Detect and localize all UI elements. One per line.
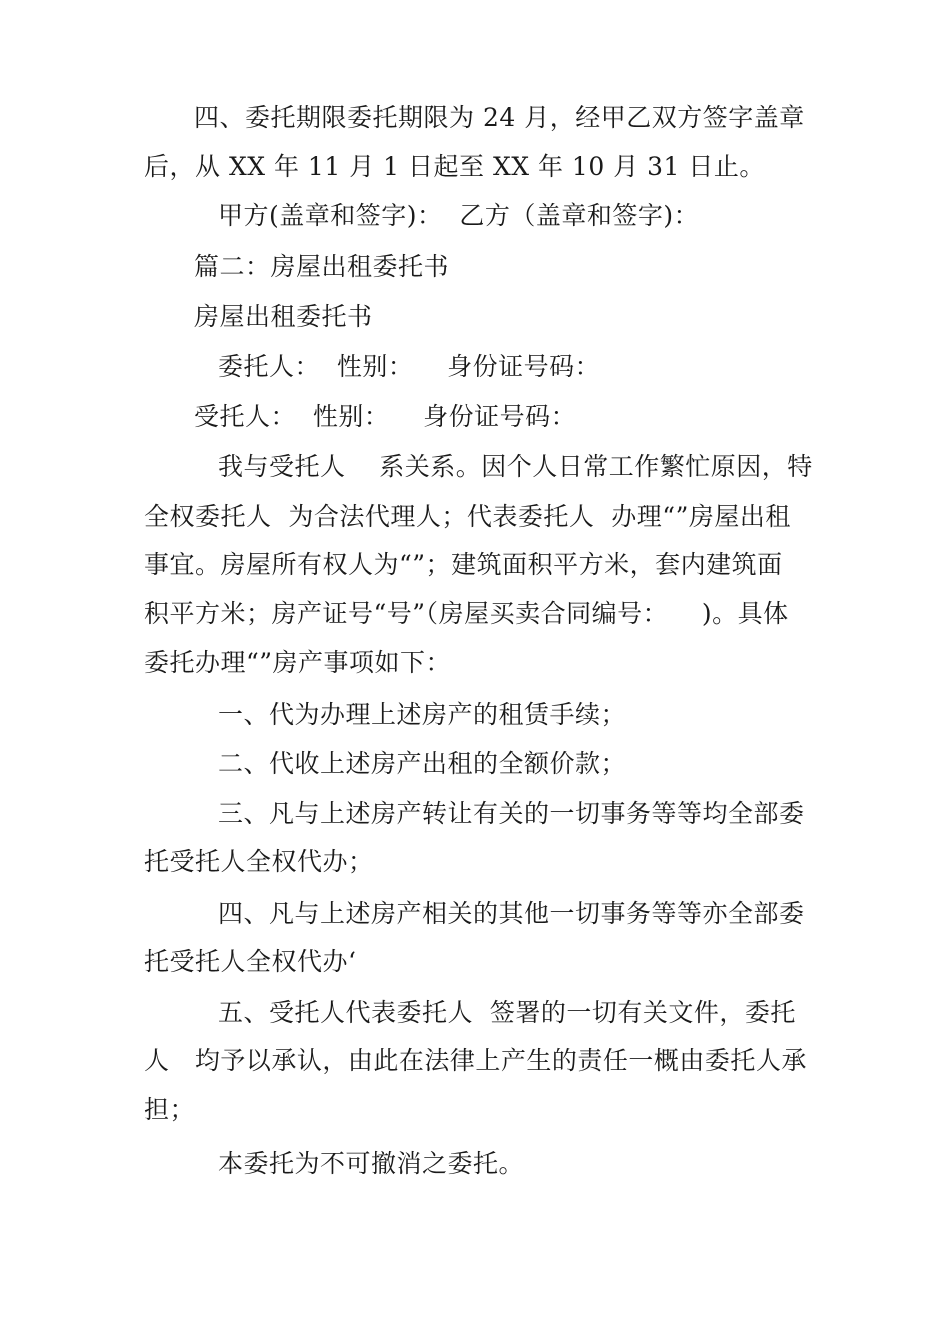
item-two: 二、代收上述房产出租的全额价款； — [218, 749, 627, 778]
item-one: 一、代为办理上述房产的租赁手续； — [218, 700, 627, 729]
document-title: 房屋出租委托书 — [194, 302, 373, 331]
section-heading: 篇二：房屋出租委托书 — [194, 252, 450, 281]
term-clause-line-1: 四、委托期限委托期限为 24 月，经甲乙双方签字盖章 — [194, 103, 805, 132]
item-five-line-1: 五、受托人代表委托人 签署的一切有关文件，委托 — [218, 998, 796, 1027]
agent-info-line: 受托人： 性别： 身份证号码： — [194, 402, 577, 431]
body-paragraph-line-3: 事宜。房屋所有权人为“”；建筑面积平方米，套内建筑面 — [144, 550, 783, 579]
item-three-line-2: 托受托人全权代办； — [144, 847, 374, 876]
principal-info-line: 委托人： 性别： 身份证号码： — [218, 352, 601, 381]
item-five-line-3: 担； — [144, 1095, 196, 1124]
item-three-line-1: 三、凡与上述房产转让有关的一切事务等等均全部委 — [218, 799, 805, 828]
closing-statement: 本委托为不可撤消之委托。 — [218, 1149, 525, 1178]
term-clause-line-2: 后，从 XX 年 11 月 1 日起至 XX 年 10 月 31 日止。 — [144, 152, 765, 181]
item-four-line-1: 四、凡与上述房产相关的其他一切事务等等亦全部委 — [218, 899, 805, 928]
item-five-line-2: 人 均予以承认，由此在法律上产生的责任一概由委托人承 — [144, 1046, 807, 1075]
body-paragraph-line-4: 积平方米；房产证号“号”（房屋买卖合同编号： )。具体 — [144, 599, 789, 628]
body-paragraph-line-2: 全权委托人 为合法代理人；代表委托人 办理“”房屋出租 — [144, 502, 791, 531]
signature-line: 甲方(盖章和签字)： 乙方（盖章和签字)： — [218, 201, 700, 230]
body-paragraph-line-1: 我与受托人 系关系。因个人日常工作繁忙原因，特 — [218, 452, 813, 481]
body-paragraph-line-5: 委托办理“”房产事项如下： — [144, 648, 452, 677]
item-four-line-2: 托受托人全权代办‘ — [144, 947, 357, 976]
